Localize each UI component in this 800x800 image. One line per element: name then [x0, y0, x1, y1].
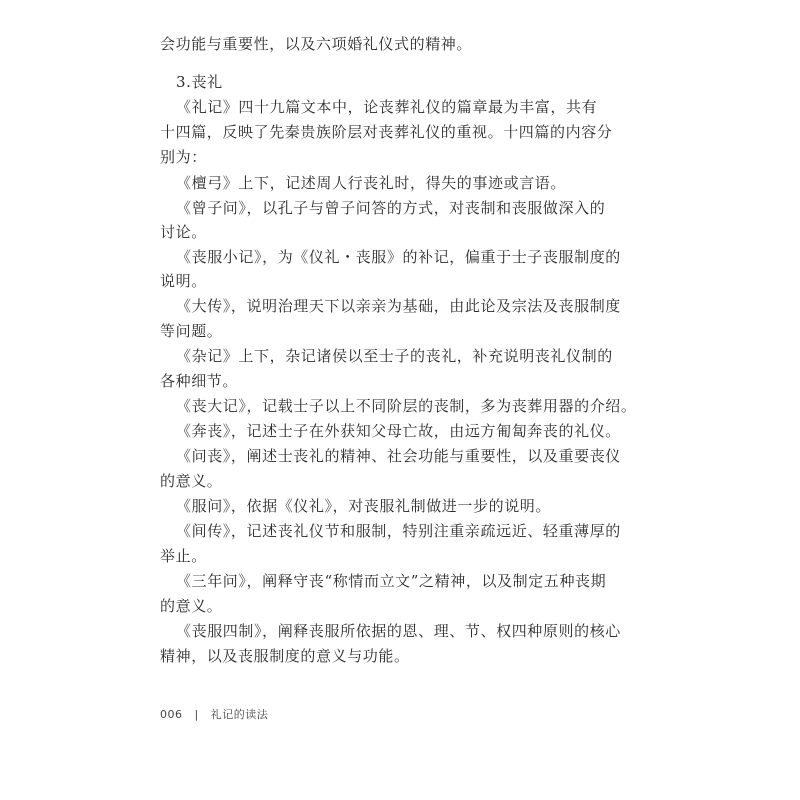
text-line-continuation: 会功能与重要性，以及六项婚礼仪式的精神。 [160, 35, 473, 53]
page-number: 006 [160, 708, 183, 721]
paragraph-line: 《三年问》，阐释守丧“称情而立文”之精神，以及制定五种丧期 [176, 572, 607, 590]
paragraph-line: 讨论。 [160, 223, 207, 241]
paragraph-line: 的意义。 [160, 472, 223, 490]
paragraph-line: 各种细节。 [160, 372, 239, 390]
paragraph-line: 十四篇，反映了先秦贵族阶层对丧葬礼仪的重视。十四篇的内容分 [160, 123, 613, 141]
paragraph-line: 《问丧》，阐述士丧礼的精神、社会功能与重要性，以及重要丧仪 [176, 447, 621, 465]
paragraph-line: 说明。 [160, 272, 207, 290]
paragraph-line: 精神，以及丧服制度的意义与功能。 [160, 647, 410, 665]
paragraph-line: 别为： [160, 148, 207, 166]
paragraph-line: 《大传》，说明治理天下以亲亲为基础，由此论及宗法及丧服制度 [176, 297, 621, 315]
paragraph-line: 的意义。 [160, 597, 223, 615]
running-title: 礼记的读法 [210, 708, 269, 721]
paragraph-line: 《礼记》四十九篇文本中，论丧葬礼仪的篇章最为丰富，共有 [176, 98, 598, 116]
section-heading: 3.丧礼 [176, 73, 223, 91]
paragraph-line: 《间传》，记述丧礼仪节和服制，特别注重亲疏远近、轻重薄厚的 [176, 522, 621, 540]
page-footer [160, 706, 268, 722]
paragraph-line: 等问题。 [160, 322, 223, 340]
paragraph-line: 《丧服四制》，阐释丧服所依据的恩、理、节、权四种原则的核心 [176, 622, 621, 640]
paragraph-line: 举止。 [160, 547, 207, 565]
paragraph-line: 《曾子问》，以孔子与曾子问答的方式，对丧制和丧服做深入的 [176, 199, 606, 217]
footer-separator: | [194, 708, 199, 721]
paragraph-line: 《檀弓》上下，记述周人行丧礼时，得失的事迹或言语。 [176, 174, 567, 192]
paragraph-line: 《服问》，依据《仪礼》，对丧服礼制做进一步的说明。 [176, 497, 552, 515]
paragraph-line: 《丧服小记》，为《仪礼・丧服》的补记，偏重于士子丧服制度的 [176, 248, 621, 266]
paragraph-line: 《丧大记》，记载士子以上不同阶层的丧制，多为丧葬用器的介绍。 [176, 397, 637, 415]
paragraph-line: 《杂记》上下，杂记诸侯以至士子的丧礼，补充说明丧礼仪制的 [176, 347, 613, 365]
paragraph-line: 《奔丧》，记述士子在外获知父母亡故，由远方匍匐奔丧的礼仪。 [176, 422, 621, 440]
